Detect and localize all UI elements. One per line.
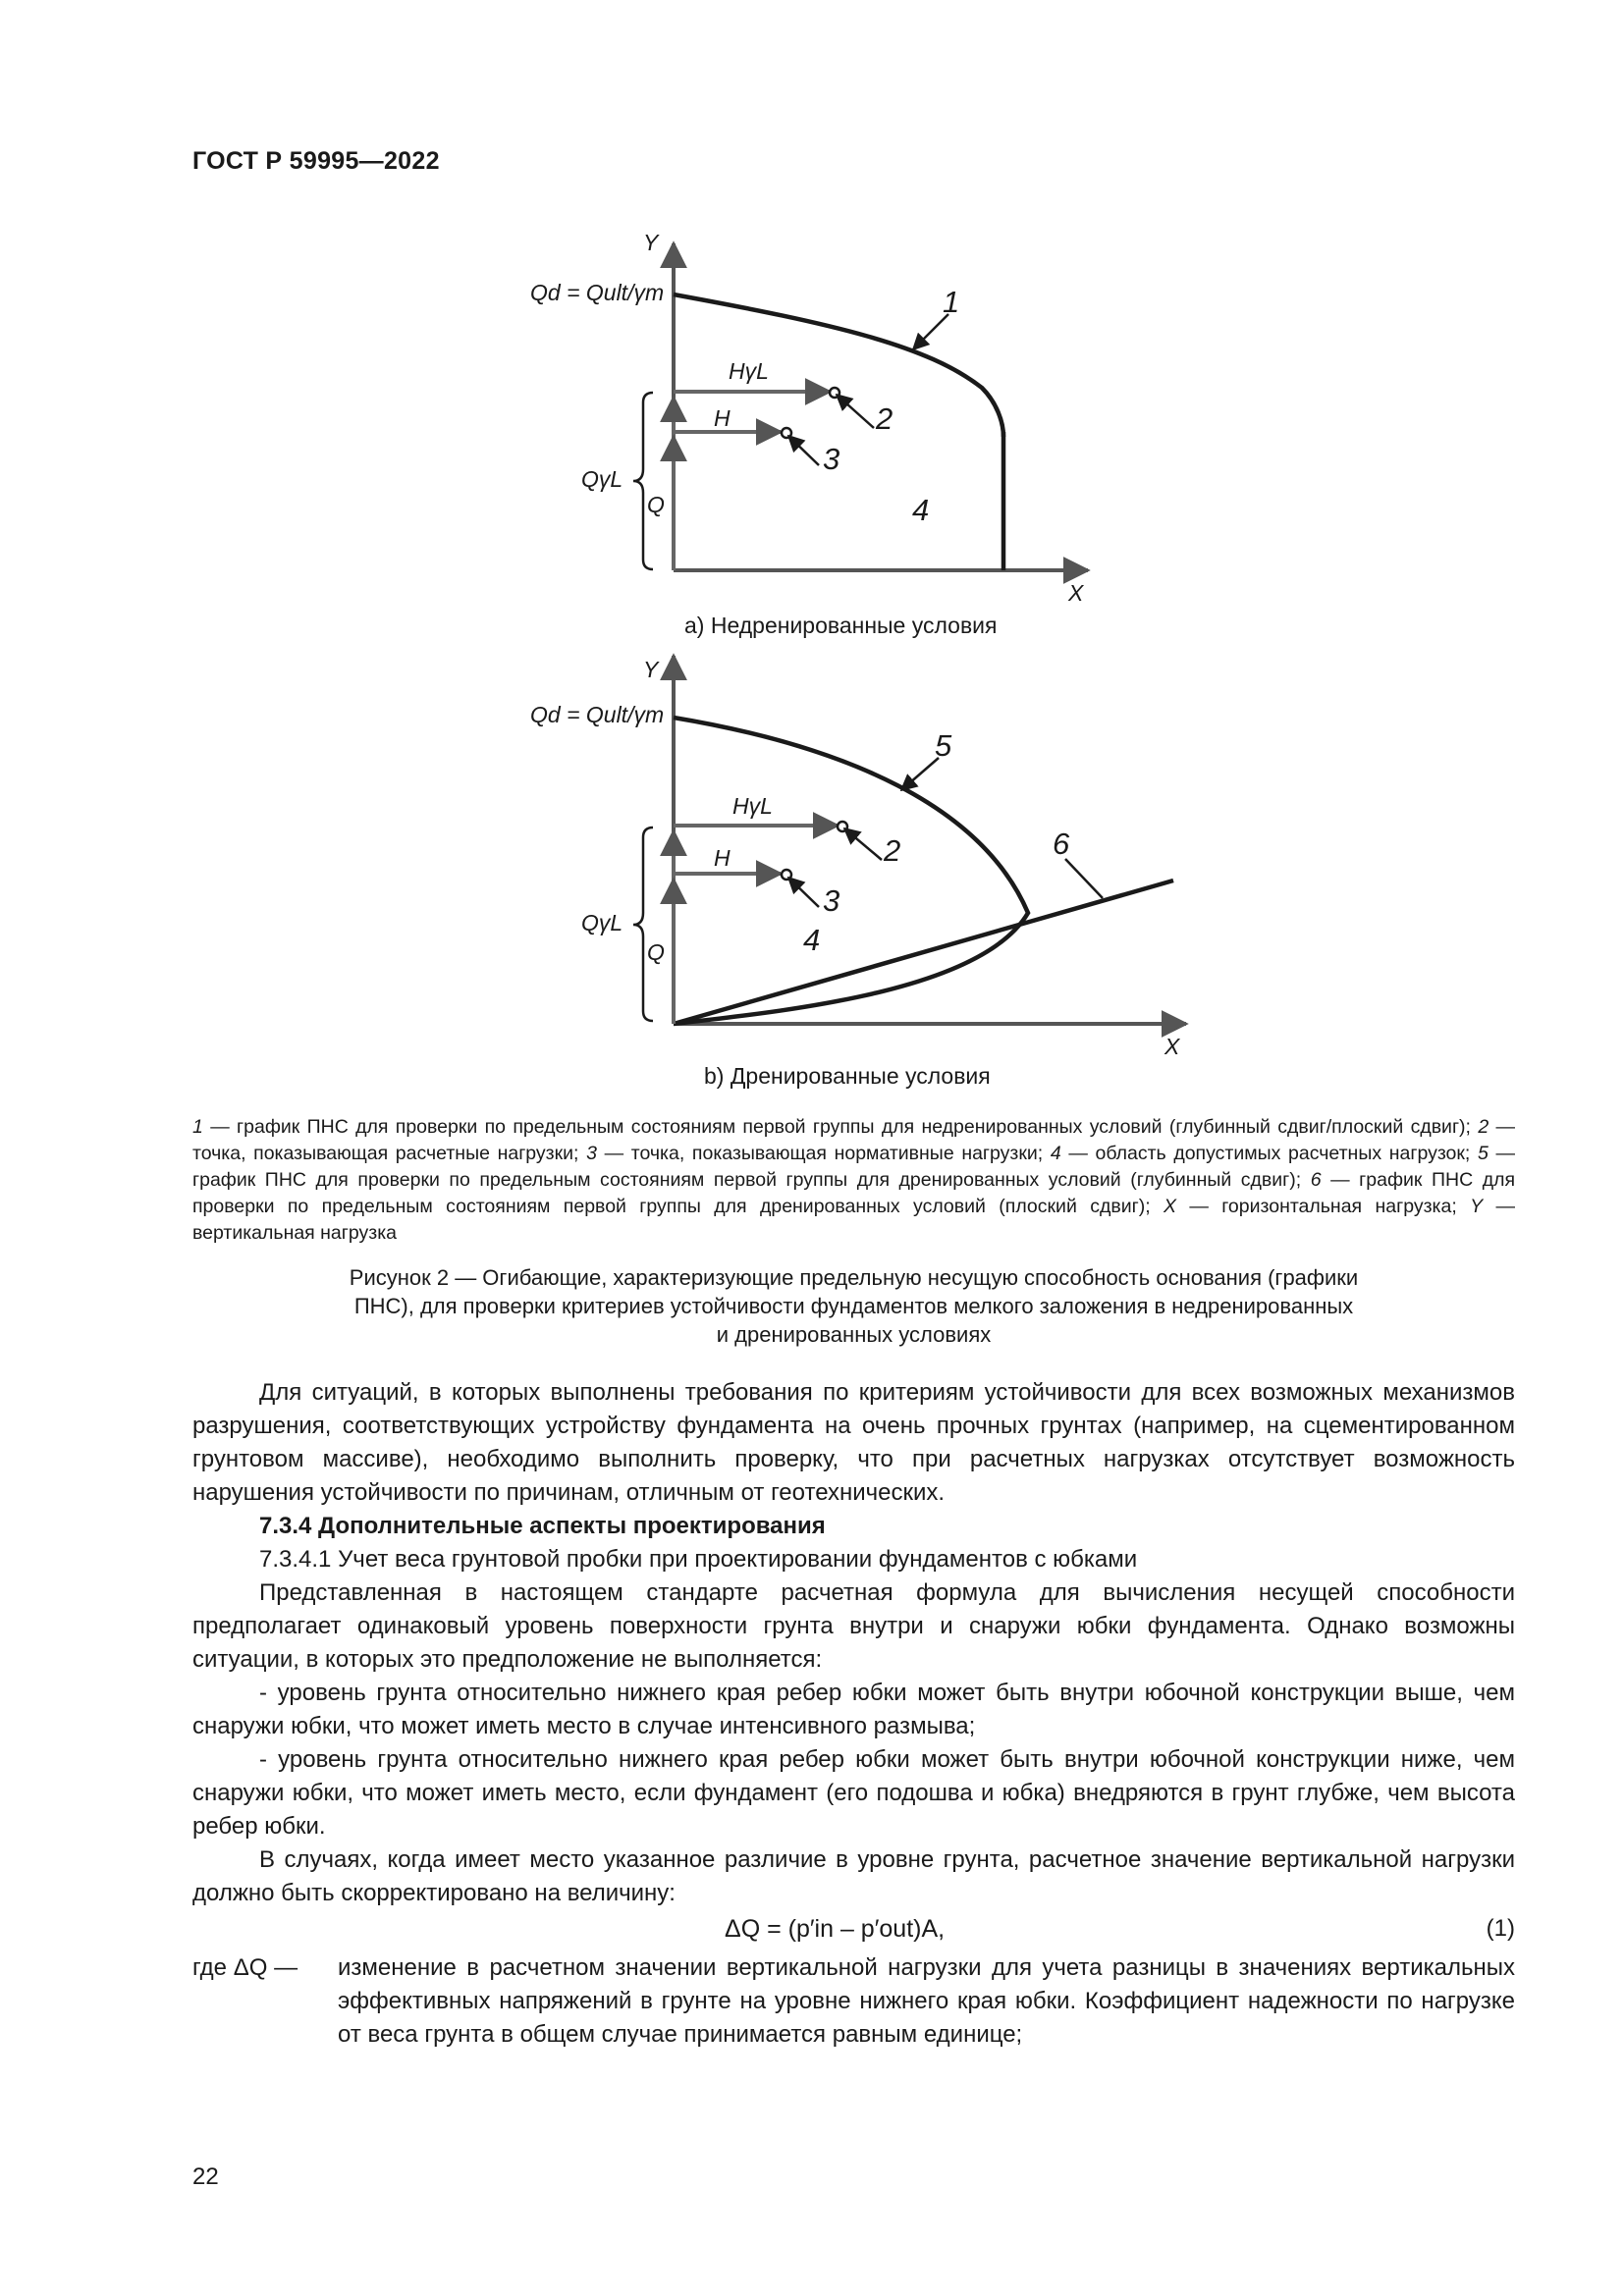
q-label: Q [647,492,665,517]
section-heading: 7.3.4 Дополнительные аспекты проектирования [259,1513,826,1539]
legend-text: — вертикальная нагрузка [192,1196,1515,1244]
legend-text: — точка, показывающая нормативные нагрузки; [596,1143,1051,1164]
caption-line: и дренированных условиях [716,1322,992,1347]
legend-num: Y [1470,1196,1484,1217]
caption-line: ПНС), для проверки критериев устойчивости фундаментов мелкого заложения в недренированных [353,1294,1354,1318]
panel-a [530,230,1088,638]
qd-label: Qd = Qult/γm [530,702,665,727]
legend-text: — график ПНС для проверки по предельным состояниям первой группы для дренированных условий (плоский сдвиг); [192,1169,1516,1217]
leader-1 [913,314,948,349]
h-label: H [714,845,731,871]
leader-3 [788,878,819,907]
y-axis-label: Y [643,230,659,255]
qd-label: Qd = Qult/γm [530,280,665,305]
marker-4: 4 [803,923,821,957]
marker-6: 6 [1053,827,1070,861]
legend-num: 6 [1310,1169,1322,1191]
brace-q-gamma [633,393,653,569]
line-6 [674,881,1173,1024]
x-axis-label: X [1164,1034,1180,1059]
figure-caption [192,1263,1515,1349]
legend-num: 1 [192,1116,203,1138]
figure-2 [0,0,1624,1099]
figure-legend [192,1114,1515,1247]
x-axis-label: X [1068,580,1084,606]
legend-text: — график ПНС для проверки по предельным состояниям первой группы для недренированных условий (глубинный сдвиг/плоский сдвиг); [202,1116,1479,1138]
h-gamma-label: HγL [729,358,769,384]
where-block [192,1951,1515,2052]
marker-3: 3 [823,883,840,918]
panel-a-caption: а) Недренированные условия [684,613,998,638]
formula-number: (1) [1486,1915,1515,1942]
legend-text: — область допустимых расчетных нагрузок; [1060,1143,1478,1164]
legend-num: 3 [586,1143,597,1164]
body-text [192,1376,1515,2052]
h-label: H [714,405,731,431]
paragraph: Для ситуаций, в которых выполнены требования по критериям устойчивости для всех возможных механизмов разрушения, соответствующих устройству фундамента на очень прочных грунтах (например, на сцементированном грунтовом массиве), необходимо выполнить проверку, что при расчетных нагрузках отсутствует возможность нарушения устойчивости по причинам, отличным от геотехнических. [192,1379,1515,1506]
formula-1 [192,1910,1515,1951]
h-gamma-label: HγL [732,793,773,819]
legend-num: X [1163,1196,1176,1217]
brace-q-gamma [633,828,653,1021]
legend-text: — точка, показывающая расчетные нагрузки; [192,1116,1516,1164]
marker-2: 2 [876,401,893,436]
page-number: 22 [192,2163,219,2190]
q-gamma-label: QγL [581,466,623,492]
list-item: - уровень грунта относительно нижнего края ребер юбки может быть внутри юбочной конструкции выше, чем снаружи юбки, что может иметь место в случае интенсивного размыва; [192,1680,1515,1739]
where-text: изменение в расчетном значении вертикальной нагрузки для учета разницы в значениях вертикальных эффективных напряжений в грунте на уровне нижнего края юбки. Коэффициент надежности по нагрузке от веса грунта в общем случае принимается равным единице; [338,1954,1515,2048]
subsection-heading: 7.3.4.1 Учет веса грунтовой пробки при проектировании фундаментов с юбками [259,1546,1138,1573]
document-header: ГОСТ Р 59995—2022 [192,147,440,175]
leader-3 [788,436,819,465]
panel-b [530,656,1186,1089]
marker-4: 4 [912,493,930,527]
panel-b-caption: b) Дренированные условия [704,1063,991,1089]
marker-2: 2 [884,833,901,868]
legend-text: — график ПНС для проверки по предельным состояниям первой группы для дренированных условий (глубинный сдвиг); [192,1143,1516,1191]
y-axis-label: Y [643,657,659,682]
caption-line: Рисунок 2 — Огибающие, характеризующие предельную несущую способность основания (графики [349,1265,1359,1290]
legend-num: 2 [1478,1116,1489,1138]
q-label: Q [647,939,665,965]
leader-5 [901,758,939,790]
where-label: где ΔQ — [192,1954,298,1981]
marker-3: 3 [823,442,840,476]
paragraph: В случаях, когда имеет место указанное различие в уровне грунта, расчетное значение вертикальной нагрузки должно быть скорректировано на величину: [192,1846,1515,1906]
leader-2 [837,395,874,428]
marker-1: 1 [943,285,960,319]
formula-text: ΔQ = (p′in – p′out)A, [725,1915,946,1943]
leader-6 [1065,859,1103,898]
marker-5: 5 [935,728,952,763]
legend-text: — горизонтальная нагрузка; [1176,1196,1471,1217]
q-gamma-label: QγL [581,910,623,935]
legend-num: 4 [1050,1143,1061,1164]
leader-2 [844,828,882,860]
list-item: - уровень грунта относительно нижнего края ребер юбки может быть внутри юбочной конструкции ниже, чем снаружи юбки, что может иметь место, если фундамент (его подошва и юбка) внедряются в грунт глубже, чем высота ребер юбки. [192,1746,1515,1840]
legend-num: 5 [1478,1143,1489,1164]
curve-5 [674,718,1028,1024]
paragraph: Представленная в настоящем стандарте расчетная формула для вычисления несущей способности предполагает одинаковый уровень поверхности грунта внутри и снаружи юбки фундамента. Однако возможны ситуации, в которых это предположение не выполняется: [192,1579,1515,1673]
